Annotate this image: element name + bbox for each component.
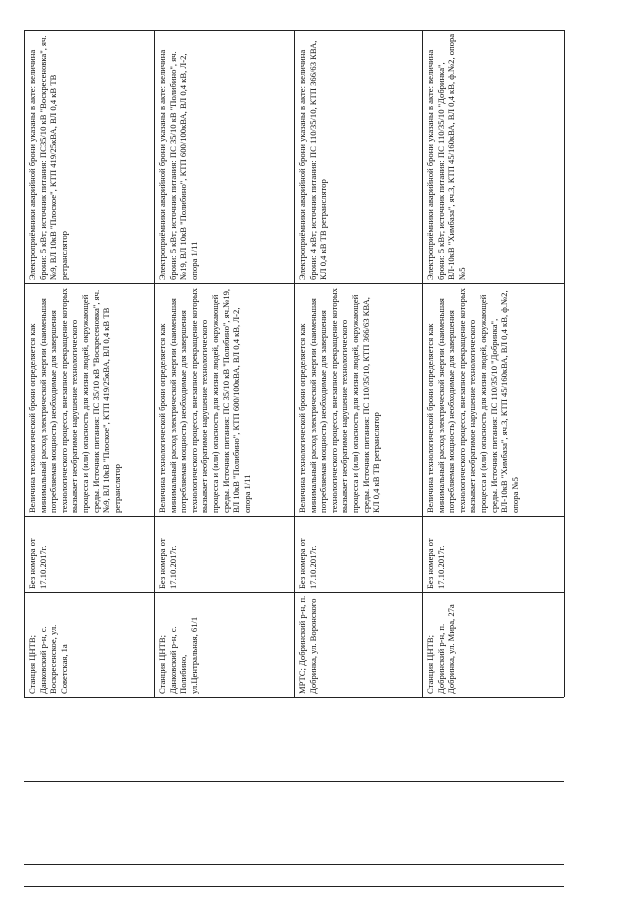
notes-cell: Электроприёмники аварийной брони указаны в акте: величина брони: 5 кВт; источник питания: ПС 110/35/10 "Добринка", ВЛ-10кВ "Химбаза", яч.3, КТП 45/160кВА, ВЛ 0,4 кВ, ф.№2, опора №5: [425, 33, 467, 280]
table-row: [154, 516, 294, 592]
justification-cell: Величина технологической брони определяется как минимальный расход электрической энергии (наименьшая потребляемая мощность) необходимые для завершения технологического процесса, внезапное прекращение которых вызывает необратимое нарушение технологического процесса и (или) опасность для жизни людей, окружающей среды. Источник питания: ПС 110/35/10, КТП 366/63 КВА, КЛ 0,4 кВ ТВ ретранслятор: [297, 288, 382, 513]
table-row: [154, 283, 294, 516]
table-row: [154, 592, 294, 697]
notes-cell: Электроприёмники аварийной брони указаны в акте: величина брони: 4 кВт; источник питания: ПС 110/35/10, КТП 366/63 КВА, КЛ 0,4 кВ ТВ ретранслятор: [297, 40, 329, 280]
table-row: [422, 30, 564, 283]
table-border-bottom: [24, 697, 564, 698]
section-rule: [24, 781, 564, 782]
table-row: [24, 516, 154, 592]
document-cell: Без номера от 17.10.2017г.: [27, 538, 48, 589]
table-row: [24, 592, 154, 697]
document-cell: Без номера от 17.10.2017г.: [297, 538, 318, 589]
table-row: [422, 516, 564, 592]
table-row: [294, 516, 422, 592]
table-row: [294, 592, 422, 697]
notes-cell: Электроприёмники аварийной брони указаны в акте: величина брони: 5 кВт; источник питания: ПС 35/10 кВ "Полибино", яч.№19, ВЛ 10кВ "Полибино", КТП 600/100кВА, ВЛ 0,4 кВ, Л-2, опора 1/11: [157, 49, 199, 280]
table-border-right: [564, 30, 565, 697]
table-row: [24, 30, 154, 283]
section-rule: [24, 864, 564, 865]
table-row: [294, 283, 422, 516]
justification-cell: Величина технологической брони определяется как минимальный расход электрической энергии (наименьшая потребляемая мощность) необходимые для завершения технологического процесса, внезапное прекращение которых вызывает необратимое нарушение технологического процесса и (или) опасность для жизни людей, окружающей среды. Источник питания: ПС 110/35/10 "Добринка", ВЛ-10кВ "Химбаза", яч.3, КТП 45/160кВА, ВЛ 0,4 кВ, ф.№2, опора №5: [425, 288, 520, 513]
location-cell: Станция ЦНТВ; Данковский р-н, с. Воскресенское, ул. Советская, 1а: [27, 624, 69, 694]
location-cell: МРТС; Добринский р-н, п. Добринка, ул. Воронского: [297, 595, 318, 694]
justification-cell: Величина технологической брони определяется как минимальный расход электрической энергии (наименьшая потребляемая мощность) необходимые для завершения технологического процесса, внезапное прекращение которых вызывает необратимое нарушение технологического процесса и (или) опасность для жизни людей, окружающей среды. Источник питания: ПС 35/10 кВ "Воскресеновка", яч.№9, ВЛ 10кВ "Плоское", КТП 419/25кВА, ВЛ 0,4 кВ ТВ ретранслятор: [27, 288, 122, 513]
justification-cell: Величина технологической брони определяется как минимальный расход электрической энергии (наименьшая потребляемая мощность) необходимые для завершения технологического процесса, внезапное прекращение которых вызывает необратимое нарушение технологического процесса и (или) опасность для жизни людей, окружающей среды. Источник питания: ПС 35/10 кВ "Полибино", яч.№19, ВЛ 10кВ "Полибино", КТП 600/100кВА, ВЛ 0,4 кВ, Л-2, опора 1/11: [157, 288, 252, 513]
table-row: [294, 30, 422, 283]
table-row: [422, 592, 564, 697]
location-cell: Станция ЦНТВ; Данковский р-н, с. Полибино, ул.Центральная, 61/1: [157, 616, 199, 694]
section-rule: [24, 886, 564, 887]
table-row: [24, 283, 154, 516]
location-cell: Станция ЦНТВ; Добринский р-н, п. Добринка, ул. Мира, 27а: [425, 604, 457, 694]
table-row: [422, 283, 564, 516]
document-cell: Без номера от 17.10.2017г.: [425, 538, 446, 589]
table-row: [154, 30, 294, 283]
notes-cell: Электроприёмники аварийной брони указаны в акте: величина брони: 5 кВт; источник питания: ПС35/10 кВ "Воскресеновка", яч.№9, ВЛ 10кВ "Плоское", КТП 419/25кВА, ВЛ 0,4 кВ ТВ ретранслятор: [27, 35, 69, 280]
document-cell: Без номера от 17.10.2017г.: [157, 538, 178, 589]
